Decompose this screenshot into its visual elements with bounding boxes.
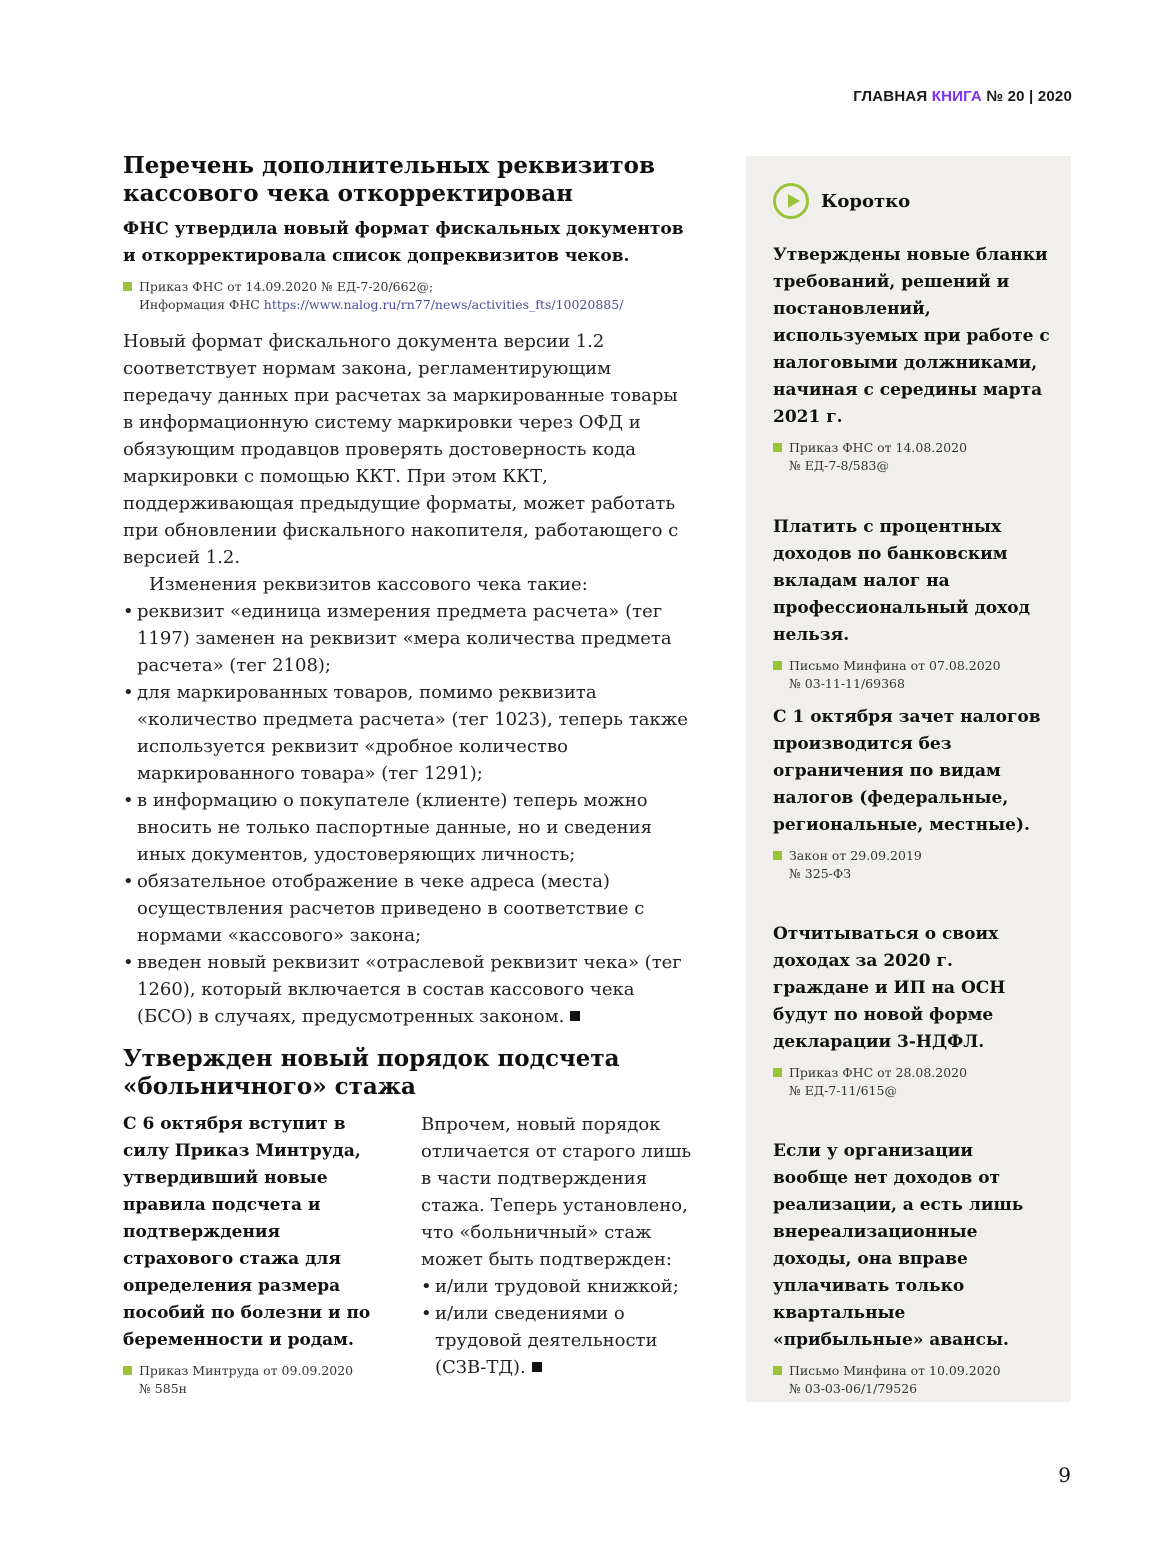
source-line: Приказ ФНС от 14.09.2020 № ЕД-7-20/662@; <box>139 279 434 294</box>
article-title: Перечень дополнительных реквизитов кассового чека откорректирован <box>123 152 655 207</box>
source-line: Приказ ФНС от 28.08.2020 <box>789 1065 968 1080</box>
article-sick-leave <box>123 1045 703 1398</box>
brief-text: Если у организации вообще нет доходов от реализации, а есть лишь внереализационные доходы, она вправе уплачивать только квартальные «прибыльные» авансы. <box>773 1141 1024 1350</box>
header-title: ГЛАВНАЯ <box>853 88 928 105</box>
article-lead: С 6 октября вступит в силу Приказ Минтруда, утвердивший новые правила подсчета и подтверждения страхового стажа для определения размера пособий по болезни и по беременности и родам. <box>123 1114 371 1350</box>
source-marker-icon <box>773 661 782 670</box>
list-item: • реквизит «единица измерения предмета расчета» (тег 1197) заменен на реквизит «мера количества предмета расчета» (тег 2108); <box>123 598 693 679</box>
brief-item <box>773 514 1053 693</box>
brief-text: С 1 октября зачет налогов производится без ограничения по видам налогов (федеральные, региональные, местные). <box>773 707 1041 835</box>
list-item: • обязательное отображение в чеке адреса (места) осуществления расчетов приведено в соответствие с нормами «кассового» закона; <box>123 868 693 949</box>
list-item <box>421 1300 701 1381</box>
source-number: № 03-03-06/1/79526 <box>789 1381 918 1396</box>
sidebar-header <box>773 183 910 219</box>
source-reference <box>773 1362 1053 1398</box>
end-mark-icon <box>532 1362 542 1372</box>
source-marker-icon <box>123 1366 132 1375</box>
confirmation-list <box>421 1273 701 1381</box>
end-mark-icon <box>570 1011 580 1021</box>
changes-list <box>123 598 693 1030</box>
article-body <box>123 328 693 1030</box>
brief-item <box>773 242 1053 475</box>
source-marker-icon <box>773 1366 782 1375</box>
article-cash-receipt <box>123 152 693 1030</box>
list-item-text: введен новый реквизит «отраслевой реквизит чека» (тег 1260), который включается в состав кассового чека (БСО) в случаях, предусмотренных законом. <box>137 952 682 1027</box>
page-number: 9 <box>1058 1463 1071 1487</box>
source-link[interactable]: https://www.nalog.ru/rn77/news/activities_fts/10020885/ <box>263 297 624 312</box>
source-line: Письмо Минфина от 07.08.2020 <box>789 658 1001 673</box>
list-item: • и/или трудовой книжкой; <box>421 1273 701 1300</box>
source-number: № 585н <box>139 1381 187 1396</box>
source-line: Приказ ФНС от 14.08.2020 <box>789 440 968 455</box>
brief-text: Отчитываться о своих доходах за 2020 г. граждане и ИП на ОСН будут по новой форме декларации 3-НДФЛ. <box>773 924 1006 1052</box>
source-marker-icon <box>773 1068 782 1077</box>
source-prefix: Информация ФНС <box>139 297 260 312</box>
brief-item <box>773 921 1053 1100</box>
source-marker-icon <box>773 443 782 452</box>
source-reference <box>773 439 1053 475</box>
list-item <box>123 949 693 1030</box>
source-number: № 03-11-11/69368 <box>789 676 905 691</box>
body-paragraph-intro: Изменения реквизитов кассового чека такие: <box>149 574 588 595</box>
news-brief-sidebar <box>746 156 1071 1402</box>
magazine-header <box>853 88 1072 105</box>
article-lead: ФНС утвердила новый формат фискальных документов и откорректировала список допреквизитов чеков. <box>123 219 684 266</box>
header-issue: № 20 | 2020 <box>986 88 1072 105</box>
source-reference <box>123 1362 393 1398</box>
source-reference <box>773 657 1053 693</box>
body-paragraph: Новый формат фискального документа версии 1.2 соответствует нормам закона, регламентирующим передачу данных при расчетах за маркированные товары в информационную систему маркировки через ОФД и обязующим продавцов проверять достоверность кода маркировки с помощью ККТ. При этом ККТ, поддерживающая предыдущие форматы, может работать при обновлении фискального накопителя, работающего с версией 1.2. <box>123 331 679 568</box>
source-marker-icon <box>123 282 132 291</box>
source-marker-icon <box>773 851 782 860</box>
source-reference <box>773 847 1053 883</box>
article-body: Впрочем, новый порядок отличается от старого лишь в части подтверждения стажа. Теперь установлено, что «больничный» стаж может быть подтвержден: <box>421 1114 692 1270</box>
source-reference <box>123 278 693 314</box>
source-line: Приказ Минтруда от 09.09.2020 <box>139 1363 354 1378</box>
brief-item <box>773 704 1053 883</box>
source-number: № 325-ФЗ <box>789 866 852 881</box>
header-accent: КНИГА <box>931 88 982 105</box>
sidebar-title: Коротко <box>821 190 911 212</box>
brief-text: Утверждены новые бланки требований, решений и постановлений, используемых при работе с налоговыми должниками, начиная с середины марта 2021 г. <box>773 245 1050 427</box>
source-line: Закон от 29.09.2019 <box>789 848 922 863</box>
list-item: • в информацию о покупателе (клиенте) теперь можно вносить не только паспортные данные, но и сведения иных документов, удостоверяющих личность; <box>123 787 693 868</box>
source-line: Письмо Минфина от 10.09.2020 <box>789 1363 1001 1378</box>
source-number: № ЕД-7-11/615@ <box>789 1083 897 1098</box>
source-reference <box>773 1064 1053 1100</box>
article-title: Утвержден новый порядок подсчета «больничного» стажа <box>123 1045 620 1100</box>
play-icon <box>773 183 809 219</box>
brief-text: Платить с процентных доходов по банковским вкладам налог на профессиональный доход нельзя. <box>773 517 1030 645</box>
list-item-text: и/или сведениями о трудовой деятельности (СЗВ-ТД). <box>435 1303 658 1378</box>
brief-item <box>773 1138 1053 1398</box>
list-item: • для маркированных товаров, помимо реквизита «количество предмета расчета» (тег 1023), теперь также используется реквизит «дробное количество маркированного товара» (тег 1291); <box>123 679 693 787</box>
source-number: № ЕД-7-8/583@ <box>789 458 890 473</box>
